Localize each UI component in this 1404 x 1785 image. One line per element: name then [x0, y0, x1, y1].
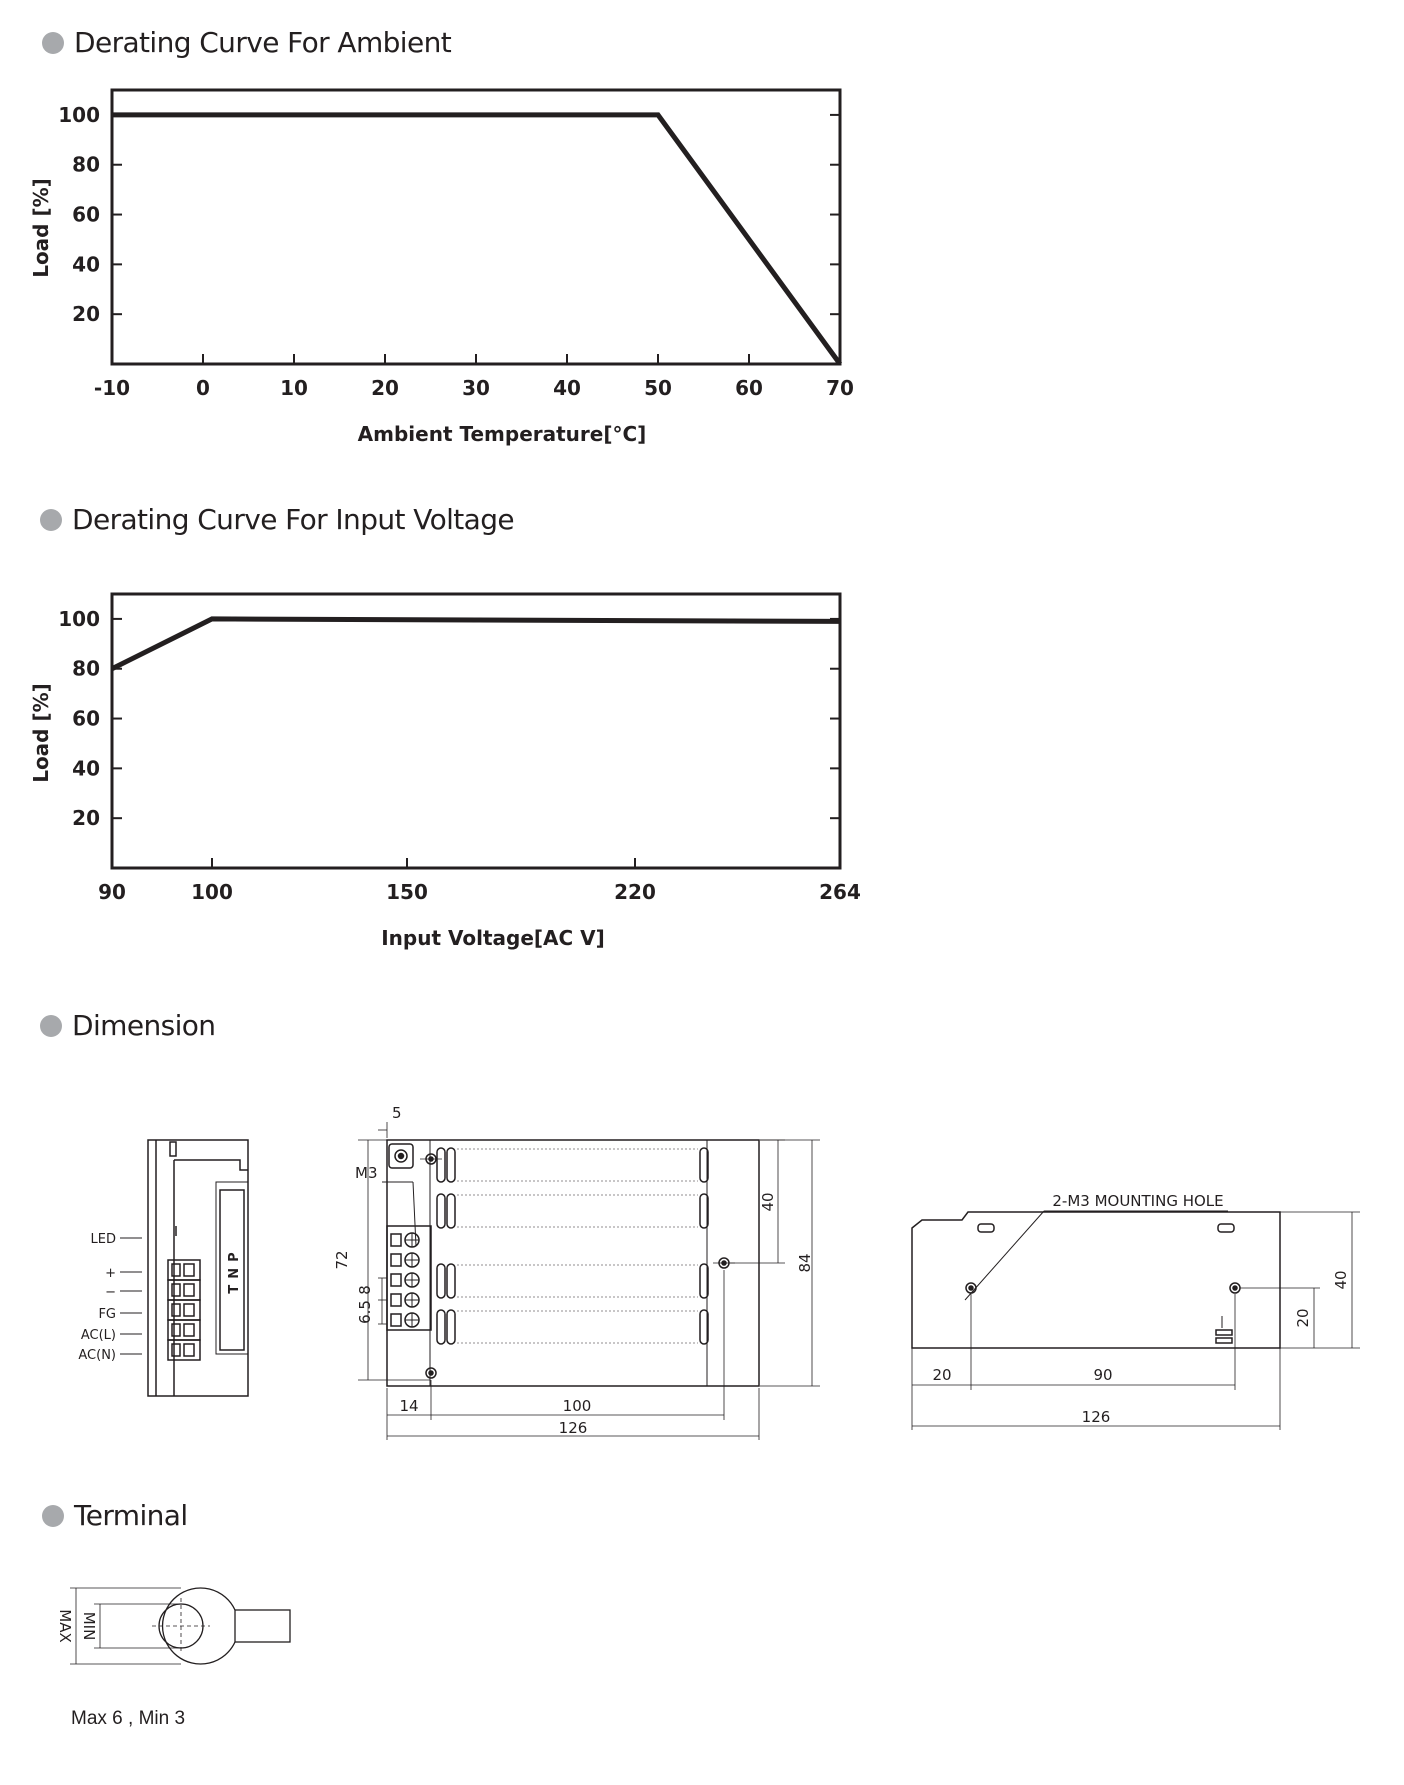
input-title-text: Derating Curve For Input Voltage [72, 503, 515, 536]
terminal-title-text: Terminal [74, 1499, 188, 1532]
y-tick-label: 40 [72, 252, 100, 277]
dim-84: 84 [796, 1253, 814, 1273]
side-label: FG [98, 1307, 116, 1322]
dim-40-front: 40 [1332, 1270, 1350, 1290]
vent-slot [437, 1148, 445, 1182]
y-tick-label: 60 [72, 202, 100, 227]
side-label: AC(N) [78, 1348, 116, 1363]
dim-100: 100 [562, 1397, 592, 1415]
section-bullet-icon [42, 1505, 64, 1527]
y-axis-label: Load [%] [29, 683, 53, 783]
dim-126-front: 126 [1081, 1408, 1111, 1426]
y-tick-label: 100 [58, 102, 100, 127]
x-tick-label: 60 [735, 376, 763, 400]
side-label: − [105, 1285, 116, 1300]
x-tick-label: 50 [644, 376, 672, 400]
vent-slot [447, 1264, 455, 1298]
y-tick-label: 20 [72, 302, 100, 327]
vent-slot [437, 1194, 445, 1228]
section-bullet-icon [40, 1015, 62, 1037]
terminal-screw [184, 1284, 194, 1296]
dim-20-left: 20 [932, 1366, 952, 1384]
x-tick-label: 150 [386, 880, 428, 904]
terminal-screw [172, 1324, 180, 1336]
terminal-clamp [391, 1234, 401, 1246]
terminal-screw [184, 1304, 194, 1316]
input-derating-chart [0, 500, 1404, 970]
derating-line [112, 619, 840, 669]
y-tick-label: 80 [72, 152, 100, 177]
terminal-note: Max 6 , Min 3 [71, 1708, 186, 1729]
terminal-screw [184, 1264, 194, 1276]
x-tick-label: 0 [196, 376, 210, 400]
dim-72: 72 [333, 1250, 351, 1270]
dimension-title-text: Dimension [72, 1009, 216, 1042]
x-tick-label: 100 [191, 880, 233, 904]
terminal-screw [172, 1304, 180, 1316]
y-tick-label: 100 [58, 606, 100, 631]
derating-line [112, 115, 840, 364]
x-tick-label: 70 [826, 376, 854, 400]
y-tick-label: 80 [72, 656, 100, 681]
vent-slot [447, 1194, 455, 1228]
terminal-screw [184, 1324, 194, 1336]
min-label: MIN [80, 1611, 98, 1641]
dim-5: 5 [392, 1104, 402, 1122]
side-label: LED [90, 1232, 116, 1247]
terminal-clamp [391, 1314, 401, 1326]
x-axis-label: Ambient Temperature[°C] [357, 422, 647, 446]
dim-126: 126 [558, 1419, 588, 1437]
side-label: AC(L) [80, 1328, 116, 1343]
dimension-section-title [40, 1009, 215, 1042]
vent-slot [447, 1310, 455, 1344]
x-tick-label: 220 [614, 880, 656, 904]
x-axis-label: Input Voltage[AC V] [381, 926, 605, 950]
mounting-hole-label: 2-M3 MOUNTING HOLE [1052, 1192, 1224, 1210]
top-view-drawing [330, 1100, 830, 1460]
x-tick-label: 40 [553, 376, 581, 400]
terminal-screw [172, 1344, 180, 1356]
dim-20-right: 20 [1294, 1308, 1312, 1328]
side-view-drawing [80, 1130, 340, 1430]
vent-slot [447, 1148, 455, 1182]
brand-label: TNP [227, 1246, 242, 1294]
dim-14: 14 [399, 1397, 419, 1415]
x-tick-label: 30 [462, 376, 490, 400]
x-tick-label: 10 [280, 376, 308, 400]
side-label: + [105, 1266, 116, 1281]
x-tick-label: 90 [98, 880, 126, 904]
vent-slot [437, 1264, 445, 1298]
dim-8: 8 [356, 1285, 374, 1295]
terminal-clamp [391, 1294, 401, 1306]
x-tick-label: 264 [819, 880, 861, 904]
terminal-clamp [391, 1274, 401, 1286]
terminal-section-title [42, 1499, 188, 1532]
ambient-derating-chart [0, 0, 1404, 470]
y-tick-label: 60 [72, 706, 100, 731]
y-tick-label: 20 [72, 806, 100, 831]
terminal-screw [172, 1264, 180, 1276]
chart-frame [112, 90, 840, 364]
ambient-title-text: Derating Curve For Ambient [74, 26, 452, 59]
chart-frame [112, 594, 840, 868]
x-tick-label: 20 [371, 376, 399, 400]
dim-40: 40 [759, 1192, 777, 1212]
terminal-screw [172, 1284, 180, 1296]
y-axis-label: Load [%] [29, 178, 53, 278]
dim-90: 90 [1093, 1366, 1113, 1384]
dim-6-5: 6.5 [356, 1300, 374, 1324]
max-label: MAX [56, 1609, 74, 1643]
terminal-screw [184, 1344, 194, 1356]
ring-terminal-drawing [50, 1572, 310, 1702]
terminal-clamp [391, 1254, 401, 1266]
screw-label: M3 [355, 1164, 378, 1182]
x-tick-label: -10 [93, 376, 131, 400]
y-tick-label: 40 [72, 756, 100, 781]
front-view-drawing [900, 1180, 1380, 1440]
vent-slot [437, 1310, 445, 1344]
